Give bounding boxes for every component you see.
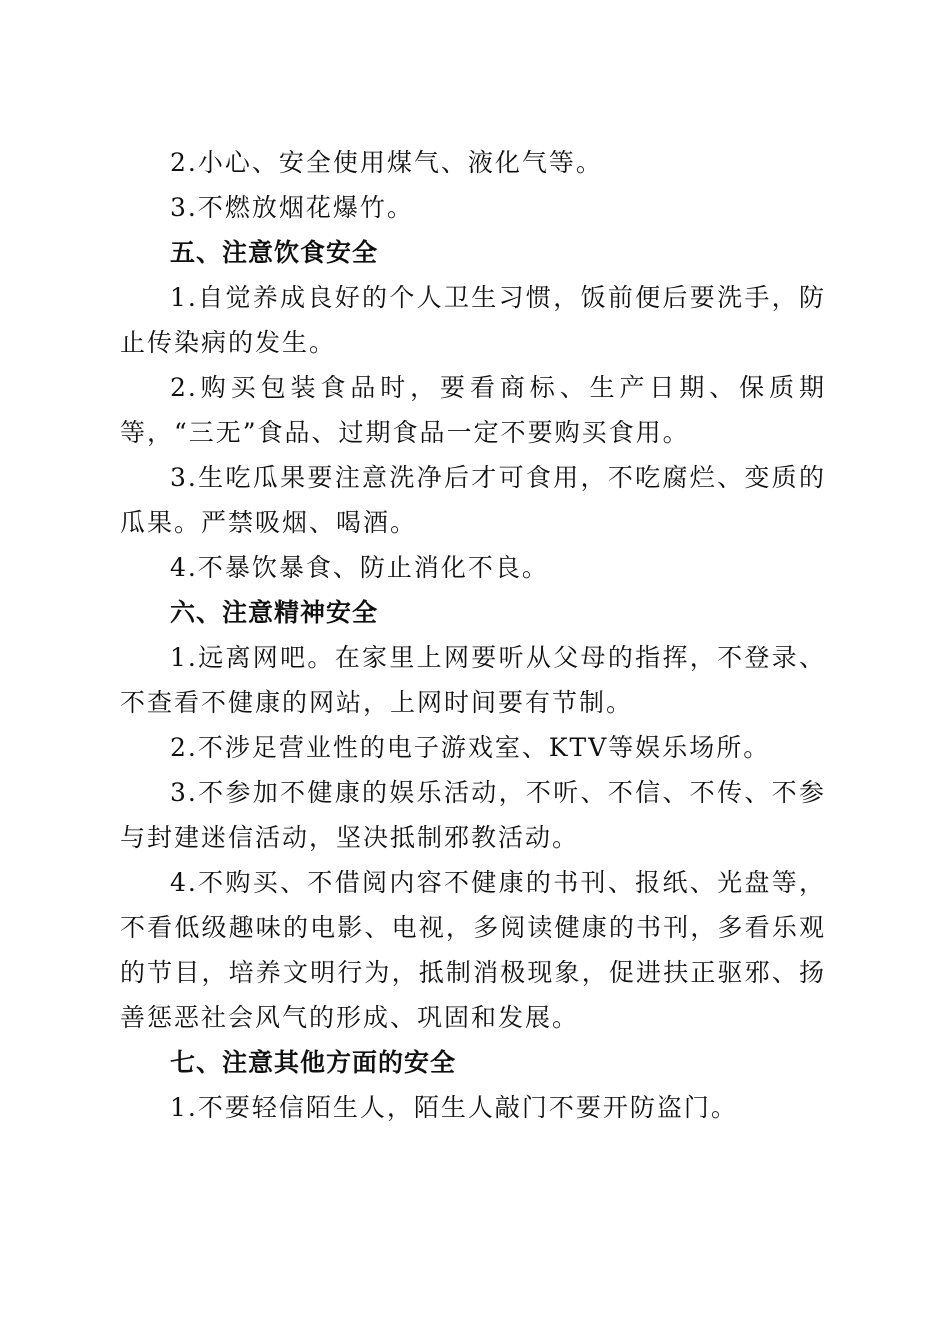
paragraph-no-overeating: 4.不暴饮暴食、防止消化不良。 [170,553,549,582]
paragraph-no-fireworks: 3.不燃放烟花爆竹。 [170,193,414,222]
paragraph-fruit: 3.生吃瓜果要注意洗净后才可食用，不吃腐烂、变质的瓜果。严禁吸烟、喝酒。 [120,463,826,537]
section-heading-mental-safety: 六、注意精神安全 [170,598,379,627]
paragraph-internet-cafe: 1.远离网吧。在家里上网要听从父母的指挥，不登录、不查看不健康的网站，上网时间要有节制。 [120,643,826,717]
paragraph-packaged-food: 2.购买包装食品时，要看商标、生产日期、保质期等，“三无”食品、过期食品一定不要购买食用。 [120,373,826,447]
paragraph-reading-materials: 4.不购买、不借阅内容不健康的书刊、报纸、光盘等，不看低级趣味的电影、电视，多阅读健康的书刊，多看乐观的节目，培养文明行为，抵制消极现象，促进扶正驱邪、扬善惩恶社会风气的形成、巩固和发展。 [120,868,826,1032]
document-body [120,140,826,1130]
paragraph-entertainment-venues: 2.不涉足营业性的电子游戏室、KTV等娱乐场所。 [170,733,771,762]
paragraph-strangers: 1.不要轻信陌生人，陌生人敲门不要开防盗门。 [170,1093,738,1122]
section-heading-other-safety: 七、注意其他方面的安全 [170,1048,457,1077]
paragraph-gas-safety: 2.小心、安全使用煤气、液化气等。 [170,148,603,177]
section-heading-food-safety: 五、注意饮食安全 [170,238,379,267]
paragraph-unhealthy-activities: 3.不参加不健康的娱乐活动，不听、不信、不传、不参与封建迷信活动，坚决抵制邪教活动。 [120,778,826,852]
paragraph-hygiene: 1.自觉养成良好的个人卫生习惯，饭前便后要洗手，防止传染病的发生。 [120,283,826,357]
